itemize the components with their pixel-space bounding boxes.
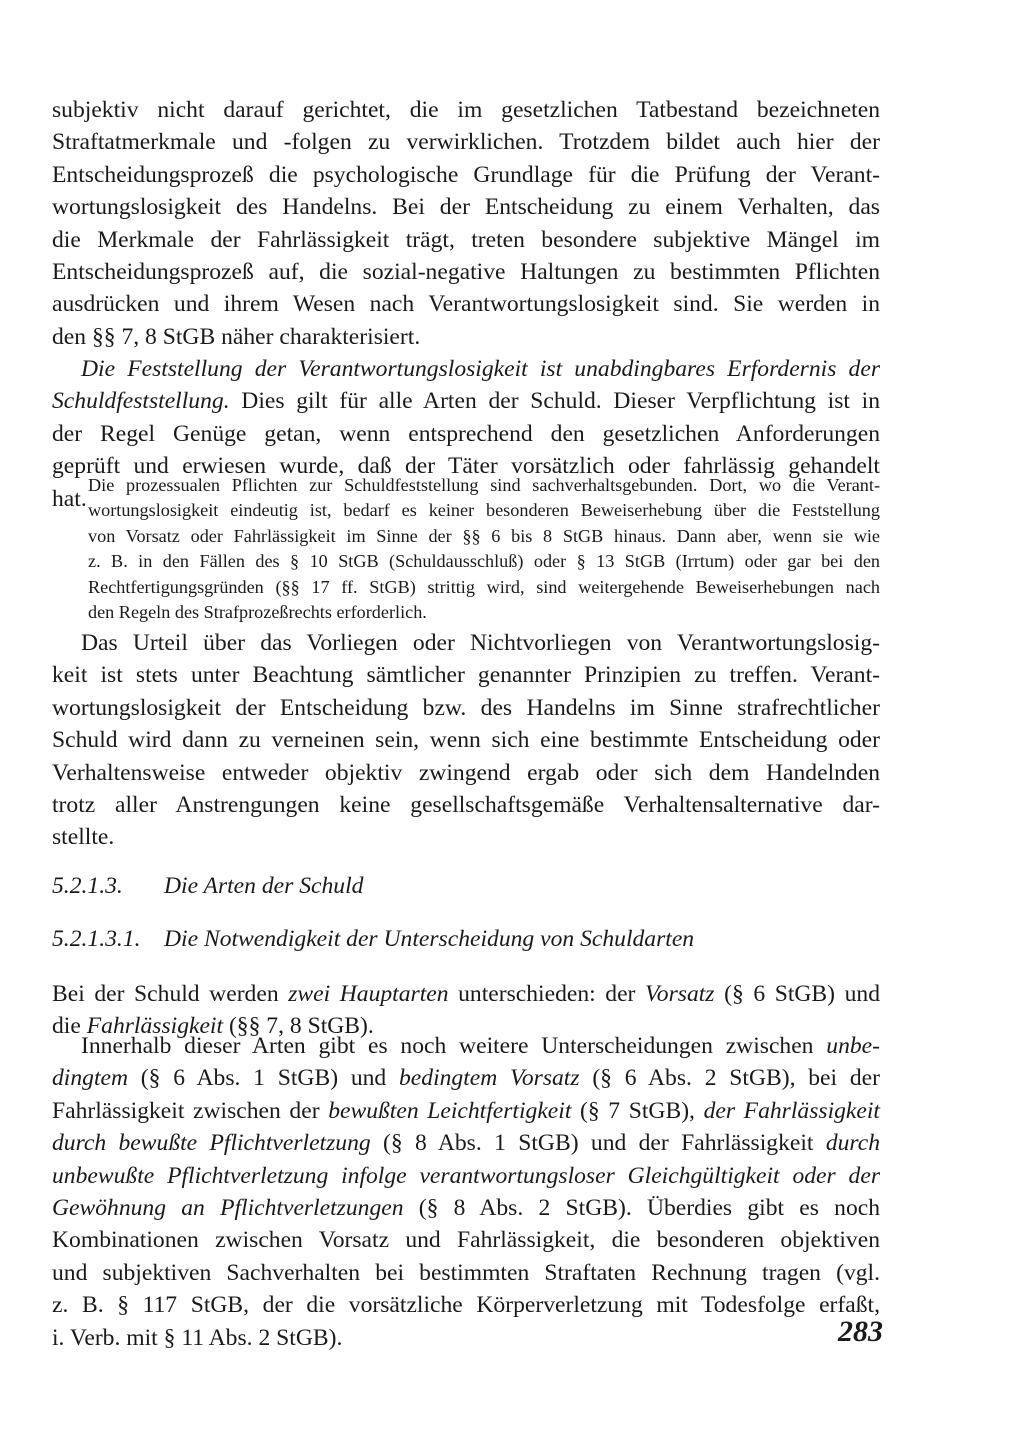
emphasis-text: Fahrlässigkeit <box>86 1013 224 1040</box>
text-line: i. Verb. mit § 11 Abs. 2 StGB). <box>52 1324 343 1351</box>
text-line: stellte. <box>52 824 115 851</box>
text-line <box>52 978 880 1010</box>
text-line: Entscheidungsprozeß die psychologische Grundlage für die Prüfung der Verant- <box>52 161 880 188</box>
paragraph-5 <box>52 1030 880 1354</box>
small-print-note <box>88 473 880 625</box>
subsection-title: Die Notwendigkeit der Unterscheidung von Schuldarten <box>164 926 695 952</box>
plain-text: Bei der Schuld werden <box>52 981 289 1007</box>
plain-text: die <box>52 1013 87 1040</box>
text-line: Das Urteil über das Vorliegen oder Nichtvorliegen von Verantwortungslosig- <box>81 630 880 656</box>
text-line: hat. <box>52 485 87 512</box>
text-line: z. B. § 117 StGB, der die vorsätzliche Körperverletzung mit Todesfolge erfaßt, <box>52 1292 880 1319</box>
section-heading <box>52 870 363 902</box>
plain-text: (§ 6 StGB) und <box>714 981 880 1007</box>
text-line <box>52 1095 880 1127</box>
emphasis-text: Gewöhnung an Pflichtverletzungen <box>52 1194 404 1221</box>
text-line: keit ist stets unter Beachtung sämtlicher genannter Prinzipien zu treffen. Verant- <box>52 662 880 689</box>
emphasis-text: unbe- <box>826 1033 880 1059</box>
plain-text: Fahrlässigkeit zwischen der <box>52 1097 329 1124</box>
section-title: Die Arten der Schuld <box>164 873 364 899</box>
text-line <box>52 353 880 385</box>
text-line: Kombinationen zwischen Vorsatz und Fahrlässigkeit, die besonderen objektiven <box>52 1227 880 1254</box>
plain-text: unterschieden: der <box>448 981 645 1007</box>
emphasis-text: Schuldfeststellung. <box>52 388 230 415</box>
text-line <box>52 1030 880 1062</box>
note-line: z. B. in den Fällen des § 10 StGB (Schuldausschluß) oder § 13 StGB (Irrtum) oder gar bei den <box>88 551 880 572</box>
text-line: trotz aller Anstrengungen keine gesellschaftsgemäße Verhaltensalternative dar- <box>52 791 880 818</box>
text-line: der Regel Genüge getan, wenn entsprechend den gesetzlichen Anforderungen <box>52 420 880 447</box>
emphasis-text: zwei Hauptarten <box>288 981 449 1007</box>
emphasis-text: bedingtem Vorsatz <box>399 1065 580 1092</box>
text-line: die Merkmale der Fahrlässigkeit trägt, treten besondere subjektive Mängel im <box>52 226 880 253</box>
text-line <box>52 1192 880 1224</box>
emphasis-text: durch bewußte Pflichtverletzung <box>52 1130 371 1157</box>
text-line: den §§ 7, 8 StGB näher charakterisiert. <box>52 323 421 350</box>
text-line: wortungslosigkeit des Handelns. Bei der Entscheidung zu einem Verhalten, das <box>52 194 880 221</box>
note-line: Rechtfertigungsgründen (§§ 17 ff. StGB) strittig wird, sind weitergehende Beweiserhebungen nach <box>88 576 880 597</box>
text-line: Verhaltensweise entweder objektiv zwingend ergab oder sich dem Handelnden <box>52 759 880 786</box>
plain-text: (§ 6 Abs. 1 StGB) und <box>128 1065 399 1092</box>
text-line: ausdrücken und ihrem Wesen nach Verantwortungslosigkeit sind. Sie werden in <box>52 291 880 318</box>
emphasis-text: dingtem <box>52 1065 129 1092</box>
emphasis-text: unbewußte Pflichtverletzung infolge verantwortungsloser Gleichgültigkeit oder der <box>52 1162 880 1189</box>
text-line: Entscheidungsprozeß auf, die sozial-negative Haltungen zu bestimmten Pflichten <box>52 258 880 285</box>
text-line <box>52 385 880 417</box>
page-number: 283 <box>838 1315 883 1348</box>
emphasis-text: der Fahrlässigkeit <box>703 1097 880 1124</box>
plain-text: Innerhalb dieser Arten gibt es noch weitere Unterscheidungen zwischen <box>81 1033 827 1059</box>
text-line: Straftatmerkmale und -folgen zu verwirklichen. Trotzdem bildet auch hier der <box>52 129 880 156</box>
emphasis-text: bewußten Leichtfertigkeit <box>328 1097 572 1124</box>
paragraph-3 <box>52 627 880 854</box>
text-line: geprüft und erwiesen wurde, daß der Täter vorsätzlich oder fahrlässig gehandelt <box>52 453 880 480</box>
plain-text: (§ 6 Abs. 2 StGB), bei der <box>579 1065 880 1092</box>
text-line <box>52 1062 880 1094</box>
text-line: subjektiv nicht darauf gerichtet, die im gesetzlichen Tatbestand bezeichneten <box>52 97 880 123</box>
note-line: von Vorsatz oder Fahrlässigkeit im Sinne der §§ 6 bis 8 StGB hinaus. Dann aber, wenn sie wie <box>88 525 880 546</box>
plain-text: (§§ 7, 8 StGB). <box>223 1013 374 1040</box>
plain-text: (§ 8 Abs. 1 StGB) und der Fahrlässigkeit <box>370 1130 826 1157</box>
plain-text: Dies gilt für alle Arten der Schuld. Dieser Verpflichtung ist in <box>229 388 880 415</box>
subsection-heading <box>52 923 694 955</box>
section-number: 5.2.1.3. <box>52 873 123 899</box>
subsection-number: 5.2.1.3.1. <box>52 926 141 952</box>
plain-text: (§ 8 Abs. 2 StGB). Überdies gibt es noch <box>403 1194 881 1221</box>
text-line: und subjektiven Sachverhalten bei bestimmten Straftaten Rechnung tragen (vgl. <box>52 1259 880 1286</box>
paragraph-1 <box>52 94 880 353</box>
note-line: den Regeln des Strafprozeßrechts erforderlich. <box>88 601 427 622</box>
note-line: wortungslosigkeit eindeutig ist, bedarf es keiner besonderen Beweiserhebung über die Feststellung <box>88 500 880 521</box>
plain-text: (§ 7 StGB), <box>571 1097 704 1124</box>
emphasis-text: Vorsatz <box>645 981 715 1007</box>
text-line <box>52 1160 880 1192</box>
emphasis-text: Die Feststellung der Verantwortungslosigkeit ist unabdingbares Erfordernis der <box>81 356 880 382</box>
emphasis-text: durch <box>825 1130 880 1157</box>
text-line: wortungslosigkeit der Entscheidung bzw. des Handelns im Sinne strafrechtlicher <box>52 694 880 721</box>
text-line: Schuld wird dann zu verneinen sein, wenn sich eine bestimmte Entscheidung oder <box>52 727 880 754</box>
note-line: Die prozessualen Pflichten zur Schuldfeststellung sind sachverhaltsgebunden. Dort, wo die Verant- <box>88 475 880 495</box>
text-line <box>52 1127 880 1159</box>
